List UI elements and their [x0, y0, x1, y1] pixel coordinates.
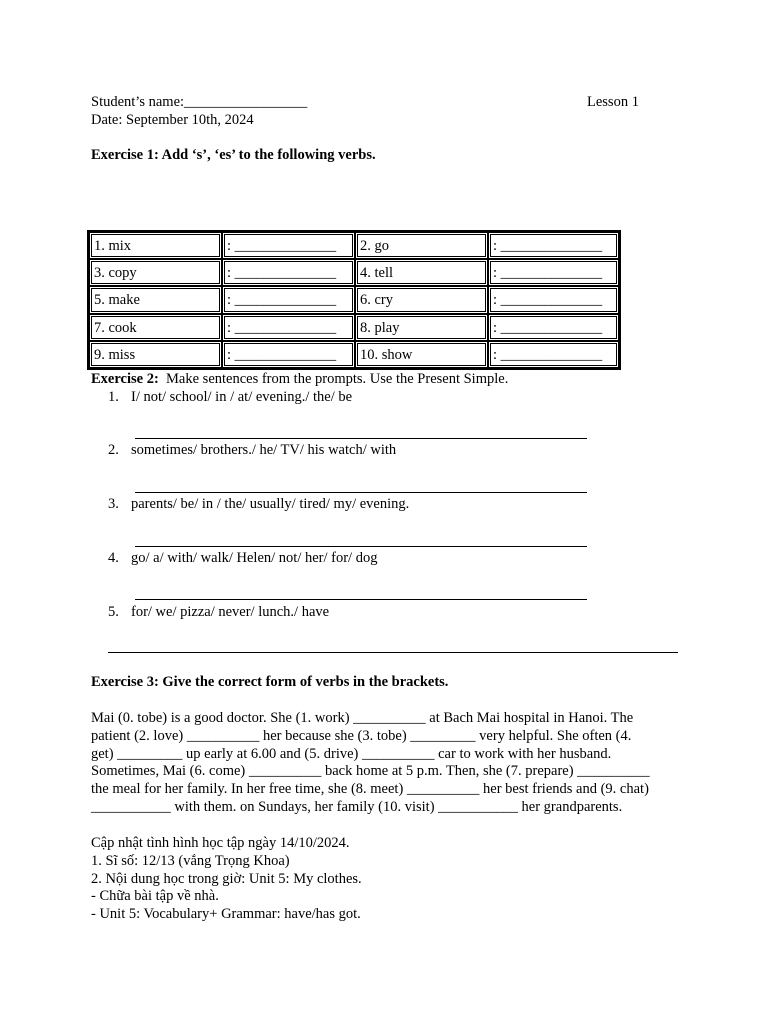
paragraph-line: ___________ with them. on Sundays, her family (10. visit) ___________ her grandparents. [91, 798, 623, 815]
prompt-text: for/ we/ pizza/ never/ lunch./ have [131, 604, 330, 620]
verb-cell: 9. miss [89, 341, 222, 368]
verb-cell: 6. cry [355, 286, 488, 313]
student-name-field: Student’s name:_________________ [91, 94, 308, 110]
progress-notes [91, 835, 362, 924]
verb-cell: 2. go [355, 232, 488, 259]
verb-cell: 10. show [355, 341, 488, 368]
prompt-number: 5. [108, 604, 119, 620]
exercise2-title [91, 371, 508, 388]
verb-cell: 1. mix [89, 232, 222, 259]
note-line: 1. Sĩ số: 12/13 (vắng Trọng Khoa) [91, 852, 290, 869]
answer-blank-cell: : ______________ [222, 259, 355, 286]
verb-cell: 8. play [355, 314, 488, 341]
answer-blank-cell: : ______________ [488, 259, 619, 286]
prompt-text: sometimes/ brothers./ he/ TV/ his watch/ with [131, 442, 397, 458]
prompt-item [108, 442, 396, 459]
lesson-label: Lesson 1 [587, 94, 639, 110]
prompt-text: parents/ be/ in / the/ usually/ tired/ my/ evening. [131, 496, 410, 512]
answer-blank-cell: : ______________ [488, 341, 619, 368]
answer-blank-cell: : ______________ [222, 232, 355, 259]
exercise3-title: Exercise 3: Give the correct form of verbs in the brackets. [91, 674, 449, 690]
prompt-number: 3. [108, 496, 119, 512]
prompt-item [108, 550, 377, 567]
answer-blank-cell: : ______________ [222, 341, 355, 368]
prompt-number: 4. [108, 550, 119, 566]
note-line: Cập nhật tình hình học tập ngày 14/10/2024. [91, 835, 350, 851]
verb-cell: 3. copy [89, 259, 222, 286]
verb-cell: 4. tell [355, 259, 488, 286]
date-line: Date: September 10th, 2024 [91, 112, 254, 128]
exercise2-instructions: Make sentences from the prompts. Use the Present Simple. [158, 371, 509, 387]
verb-cell: 7. cook [89, 314, 222, 341]
exercise1-title: Exercise 1: Add ‘s’, ‘es’ to the following verbs. [91, 147, 376, 163]
paragraph-line: the meal for her family. In her free time, she (8. meet) __________ her best friends and (9. chat) [91, 781, 649, 798]
paragraph-line: Sometimes, Mai (6. come) __________ back home at 5 p.m. Then, she (7. prepare) __________ [91, 763, 650, 780]
answer-blank-cell: : ______________ [222, 286, 355, 313]
answer-blank-cell: : ______________ [488, 232, 619, 259]
answer-line [108, 652, 678, 653]
paragraph-line: patient (2. love) __________ her because she (3. tobe) _________ very helpful. She often (4. [91, 727, 632, 744]
answer-line [135, 492, 587, 493]
prompt-item [108, 389, 352, 406]
exercise2-label: Exercise 2: [91, 371, 159, 387]
answer-line [135, 546, 587, 547]
prompt-text: go/ a/ with/ walk/ Helen/ not/ her/ for/ dog [131, 550, 378, 566]
answer-blank-cell: : ______________ [488, 314, 619, 341]
paragraph-line: get) _________ up early at 6.00 and (5. drive) __________ car to work with her husband. [91, 745, 612, 762]
exercise1-table [87, 230, 621, 370]
answer-blank-cell: : ______________ [222, 314, 355, 341]
answer-line [135, 599, 587, 600]
prompt-item [108, 496, 409, 513]
prompt-text: I/ not/ school/ in / at/ evening./ the/ be [131, 389, 353, 405]
prompt-number: 2. [108, 442, 119, 458]
note-line: - Chữa bài tập về nhà. [91, 888, 219, 905]
prompt-item [108, 604, 329, 621]
prompt-number: 1. [108, 389, 119, 405]
paragraph-line: Mai (0. tobe) is a good doctor. She (1. work) __________ at Bach Mai hospital in Hanoi. The [91, 710, 634, 726]
note-line: 2. Nội dung học trong giờ: Unit 5: My clothes. [91, 870, 362, 887]
answer-blank-cell: : ______________ [488, 286, 619, 313]
answer-line [135, 438, 587, 439]
exercise3-paragraph [91, 710, 681, 817]
verb-cell: 5. make [89, 286, 222, 313]
note-line: - Unit 5: Vocabulary+ Grammar: have/has got. [91, 906, 361, 923]
